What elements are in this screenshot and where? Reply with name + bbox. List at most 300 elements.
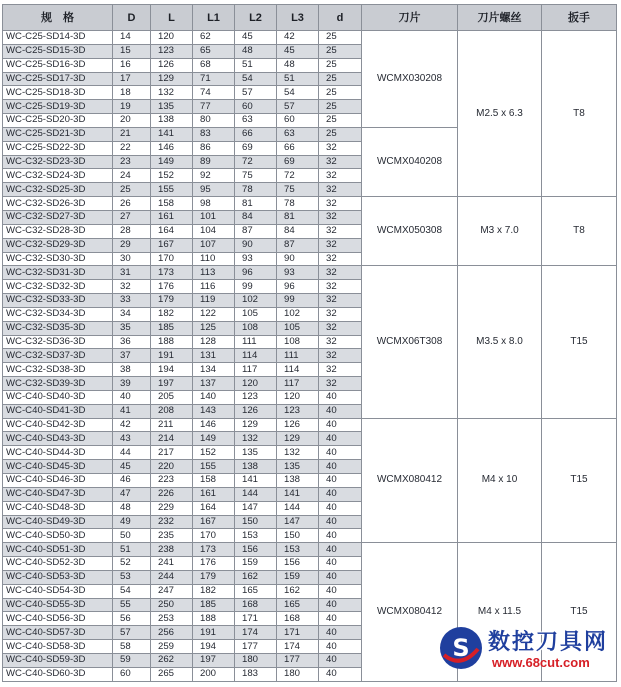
cell-d-diameter: 49 [113, 515, 151, 529]
cell-shank-d: 25 [319, 86, 362, 100]
cell-model: WC-C32-SD23-3D [3, 155, 113, 169]
cell-shank-d: 40 [319, 404, 362, 418]
cell-d-diameter: 42 [113, 418, 151, 432]
cell-shank-d: 32 [319, 155, 362, 169]
cell-l1: 77 [193, 100, 235, 114]
cell-l3: 126 [277, 418, 319, 432]
cell-d-diameter: 40 [113, 390, 151, 404]
cell-l2: 177 [235, 640, 277, 654]
cell-l: 226 [151, 487, 193, 501]
cell-shank-d: 32 [319, 210, 362, 224]
cell-l1: 80 [193, 114, 235, 128]
cell-l2: 90 [235, 238, 277, 252]
cell-l: 179 [151, 294, 193, 308]
cell-d-diameter: 15 [113, 44, 151, 58]
insert-model-cell: WCMX040208 [362, 127, 458, 196]
cell-l1: 95 [193, 183, 235, 197]
cell-l1: 113 [193, 266, 235, 280]
cell-l1: 101 [193, 210, 235, 224]
table-header [3, 5, 617, 31]
cell-l2: 138 [235, 460, 277, 474]
cell-d-diameter: 14 [113, 31, 151, 45]
cell-shank-d: 32 [319, 294, 362, 308]
cell-l: 135 [151, 100, 193, 114]
cell-l3: 168 [277, 612, 319, 626]
cell-l1: 194 [193, 640, 235, 654]
cell-l: 146 [151, 141, 193, 155]
table-row [3, 543, 617, 557]
cell-shank-d: 40 [319, 515, 362, 529]
cell-l2: 159 [235, 557, 277, 571]
cell-d-diameter: 25 [113, 183, 151, 197]
cell-model: WC-C25-SD17-3D [3, 72, 113, 86]
cell-model: WC-C25-SD18-3D [3, 86, 113, 100]
insert-model-cell: WCMX050308 [362, 197, 458, 266]
cell-model: WC-C32-SD31-3D [3, 266, 113, 280]
cell-l2: 171 [235, 612, 277, 626]
cell-model: WC-C25-SD22-3D [3, 141, 113, 155]
cell-shank-d: 40 [319, 487, 362, 501]
cell-d-diameter: 41 [113, 404, 151, 418]
cell-l: 259 [151, 640, 193, 654]
cell-l1: 152 [193, 446, 235, 460]
cell-model: WC-C40-SD60-3D [3, 667, 113, 681]
cell-model: WC-C32-SD35-3D [3, 321, 113, 335]
cell-l2: 144 [235, 487, 277, 501]
cell-d-diameter: 53 [113, 570, 151, 584]
watermark-logo [436, 623, 621, 685]
header-insert-screw: 刀片螺丝 [458, 5, 542, 31]
cell-l: 126 [151, 58, 193, 72]
cell-d-diameter: 24 [113, 169, 151, 183]
cell-l1: 92 [193, 169, 235, 183]
cell-l: 161 [151, 210, 193, 224]
cell-l: 211 [151, 418, 193, 432]
cell-shank-d: 32 [319, 197, 362, 211]
watermark-title: 数控刀具网 [488, 629, 609, 655]
cell-shank-d: 40 [319, 612, 362, 626]
cell-model: WC-C25-SD16-3D [3, 58, 113, 72]
cell-shank-d: 32 [319, 224, 362, 238]
cell-l: 256 [151, 626, 193, 640]
cell-d-diameter: 21 [113, 127, 151, 141]
cell-model: WC-C40-SD46-3D [3, 474, 113, 488]
wrench-cell: T8 [542, 197, 617, 266]
cell-shank-d: 32 [319, 335, 362, 349]
cell-d-diameter: 31 [113, 266, 151, 280]
cell-d-diameter: 38 [113, 363, 151, 377]
cell-l2: 156 [235, 543, 277, 557]
cell-l: 197 [151, 377, 193, 391]
cell-model: WC-C32-SD30-3D [3, 252, 113, 266]
cell-l1: 170 [193, 529, 235, 543]
cell-l3: 159 [277, 570, 319, 584]
cell-l2: 141 [235, 474, 277, 488]
cell-l3: 48 [277, 58, 319, 72]
watermark-url: www.68cut.com [492, 655, 590, 670]
cell-l1: 122 [193, 307, 235, 321]
cell-shank-d: 32 [319, 377, 362, 391]
cell-model: WC-C40-SD53-3D [3, 570, 113, 584]
cell-l3: 108 [277, 335, 319, 349]
cell-l1: 167 [193, 515, 235, 529]
cell-l3: 111 [277, 349, 319, 363]
cell-l: 214 [151, 432, 193, 446]
cell-l: 170 [151, 252, 193, 266]
cell-l3: 135 [277, 460, 319, 474]
cell-shank-d: 32 [319, 349, 362, 363]
cell-shank-d: 25 [319, 127, 362, 141]
cell-l3: 156 [277, 557, 319, 571]
cell-shank-d: 32 [319, 183, 362, 197]
cell-shank-d: 40 [319, 418, 362, 432]
cell-l2: 150 [235, 515, 277, 529]
cell-d-diameter: 60 [113, 667, 151, 681]
cell-shank-d: 32 [319, 169, 362, 183]
cell-model: WC-C40-SD50-3D [3, 529, 113, 543]
cell-model: WC-C32-SD29-3D [3, 238, 113, 252]
cell-l1: 137 [193, 377, 235, 391]
cell-shank-d: 25 [319, 44, 362, 58]
cell-l2: 126 [235, 404, 277, 418]
cell-l1: 182 [193, 584, 235, 598]
cell-l3: 78 [277, 197, 319, 211]
cell-l2: 168 [235, 598, 277, 612]
cell-l3: 129 [277, 432, 319, 446]
cell-l2: 153 [235, 529, 277, 543]
cell-d-diameter: 45 [113, 460, 151, 474]
cell-l3: 63 [277, 127, 319, 141]
cell-l2: 54 [235, 72, 277, 86]
cell-l2: 135 [235, 446, 277, 460]
header-insert: 刀片 [362, 5, 458, 31]
cell-l2: 123 [235, 390, 277, 404]
cell-d-diameter: 44 [113, 446, 151, 460]
cell-l: 265 [151, 667, 193, 681]
cell-l: 244 [151, 570, 193, 584]
cell-l1: 164 [193, 501, 235, 515]
cell-l1: 185 [193, 598, 235, 612]
header-shank-d: d [319, 5, 362, 31]
cell-l: 194 [151, 363, 193, 377]
cell-shank-d: 32 [319, 321, 362, 335]
insert-model-cell: WCMX080412 [362, 543, 458, 681]
cell-l: 229 [151, 501, 193, 515]
cell-shank-d: 25 [319, 100, 362, 114]
cell-l3: 138 [277, 474, 319, 488]
cell-l1: 128 [193, 335, 235, 349]
cell-shank-d: 40 [319, 584, 362, 598]
cell-model: WC-C40-SD45-3D [3, 460, 113, 474]
cell-model: WC-C40-SD42-3D [3, 418, 113, 432]
cell-d-diameter: 26 [113, 197, 151, 211]
cell-model: WC-C40-SD56-3D [3, 612, 113, 626]
cell-shank-d: 25 [319, 114, 362, 128]
cell-l: 220 [151, 460, 193, 474]
cell-l2: 147 [235, 501, 277, 515]
cell-l3: 45 [277, 44, 319, 58]
cell-l1: 107 [193, 238, 235, 252]
cell-l2: 87 [235, 224, 277, 238]
cell-d-diameter: 57 [113, 626, 151, 640]
header-l3: L3 [277, 5, 319, 31]
header-d-diameter: D [113, 5, 151, 31]
cell-l: 158 [151, 197, 193, 211]
cell-model: WC-C32-SD25-3D [3, 183, 113, 197]
cell-model: WC-C25-SD19-3D [3, 100, 113, 114]
cell-l: 129 [151, 72, 193, 86]
cell-d-diameter: 54 [113, 584, 151, 598]
cell-model: WC-C40-SD47-3D [3, 487, 113, 501]
cell-shank-d: 32 [319, 307, 362, 321]
cell-l1: 119 [193, 294, 235, 308]
cell-l2: 66 [235, 127, 277, 141]
cell-model: WC-C25-SD20-3D [3, 114, 113, 128]
cell-l: 176 [151, 280, 193, 294]
cell-l: 173 [151, 266, 193, 280]
cell-l1: 173 [193, 543, 235, 557]
cell-shank-d: 40 [319, 640, 362, 654]
cell-shank-d: 25 [319, 31, 362, 45]
cell-l2: 48 [235, 44, 277, 58]
cell-shank-d: 32 [319, 252, 362, 266]
cell-shank-d: 40 [319, 653, 362, 667]
wrench-cell: T8 [542, 31, 617, 197]
insert-model-cell: WCMX06T308 [362, 266, 458, 418]
cell-shank-d: 40 [319, 432, 362, 446]
cell-d-diameter: 43 [113, 432, 151, 446]
logo-mark-letter: S [452, 634, 470, 662]
cell-l1: 143 [193, 404, 235, 418]
cell-d-diameter: 17 [113, 72, 151, 86]
cell-l1: 98 [193, 197, 235, 211]
cell-l3: 165 [277, 598, 319, 612]
insert-model-cell: WCMX080412 [362, 418, 458, 543]
cell-model: WC-C32-SD32-3D [3, 280, 113, 294]
cell-model: WC-C40-SD41-3D [3, 404, 113, 418]
cell-l2: 114 [235, 349, 277, 363]
header-wrench: 扳手 [542, 5, 617, 31]
cell-model: WC-C40-SD52-3D [3, 557, 113, 571]
cell-l3: 93 [277, 266, 319, 280]
cell-l1: 161 [193, 487, 235, 501]
cell-l1: 197 [193, 653, 235, 667]
cell-l2: 117 [235, 363, 277, 377]
cell-model: WC-C40-SD54-3D [3, 584, 113, 598]
cell-d-diameter: 29 [113, 238, 151, 252]
cell-l: 155 [151, 183, 193, 197]
cell-l3: 87 [277, 238, 319, 252]
cell-model: WC-C25-SD14-3D [3, 31, 113, 45]
cell-shank-d: 40 [319, 626, 362, 640]
cell-d-diameter: 56 [113, 612, 151, 626]
cell-d-diameter: 18 [113, 86, 151, 100]
cell-d-diameter: 39 [113, 377, 151, 391]
cell-d-diameter: 28 [113, 224, 151, 238]
cell-model: WC-C40-SD55-3D [3, 598, 113, 612]
cell-l: 205 [151, 390, 193, 404]
cell-model: WC-C32-SD36-3D [3, 335, 113, 349]
cell-l3: 75 [277, 183, 319, 197]
cell-l3: 51 [277, 72, 319, 86]
cell-l3: 120 [277, 390, 319, 404]
cell-l3: 117 [277, 377, 319, 391]
cell-l1: 146 [193, 418, 235, 432]
cell-shank-d: 32 [319, 280, 362, 294]
header-model: 规 格 [3, 5, 113, 31]
table-row [3, 418, 617, 432]
cell-shank-d: 32 [319, 363, 362, 377]
cell-l3: 144 [277, 501, 319, 515]
insert-screw-cell: M3 x 7.0 [458, 197, 542, 266]
cell-l2: 132 [235, 432, 277, 446]
cell-l: 223 [151, 474, 193, 488]
table-row [3, 197, 617, 211]
cell-model: WC-C25-SD15-3D [3, 44, 113, 58]
insert-screw-cell: M4 x 10 [458, 418, 542, 543]
cell-l: 152 [151, 169, 193, 183]
cell-l2: 78 [235, 183, 277, 197]
cell-l: 247 [151, 584, 193, 598]
cell-shank-d: 40 [319, 501, 362, 515]
cell-l1: 134 [193, 363, 235, 377]
cell-shank-d: 40 [319, 598, 362, 612]
cell-l2: 81 [235, 197, 277, 211]
cell-d-diameter: 36 [113, 335, 151, 349]
cell-l1: 200 [193, 667, 235, 681]
cell-d-diameter: 58 [113, 640, 151, 654]
cell-shank-d: 40 [319, 446, 362, 460]
cell-shank-d: 40 [319, 460, 362, 474]
cell-l3: 57 [277, 100, 319, 114]
cell-shank-d: 40 [319, 474, 362, 488]
cell-l: 182 [151, 307, 193, 321]
cell-model: WC-C40-SD43-3D [3, 432, 113, 446]
cell-model: WC-C32-SD39-3D [3, 377, 113, 391]
cell-l2: 99 [235, 280, 277, 294]
cell-l: 232 [151, 515, 193, 529]
cell-model: WC-C32-SD28-3D [3, 224, 113, 238]
cell-l3: 102 [277, 307, 319, 321]
cell-d-diameter: 32 [113, 280, 151, 294]
cell-shank-d: 40 [319, 529, 362, 543]
cell-l: 141 [151, 127, 193, 141]
cell-l: 120 [151, 31, 193, 45]
cell-l2: 63 [235, 114, 277, 128]
cell-l1: 149 [193, 432, 235, 446]
cell-l1: 158 [193, 474, 235, 488]
cell-d-diameter: 27 [113, 210, 151, 224]
cell-d-diameter: 55 [113, 598, 151, 612]
cell-l2: 183 [235, 667, 277, 681]
table-body [3, 31, 617, 682]
cell-d-diameter: 37 [113, 349, 151, 363]
cell-l2: 111 [235, 335, 277, 349]
cell-l3: 114 [277, 363, 319, 377]
cell-l3: 174 [277, 640, 319, 654]
cell-d-diameter: 48 [113, 501, 151, 515]
cell-d-diameter: 33 [113, 294, 151, 308]
cell-l1: 62 [193, 31, 235, 45]
cell-model: WC-C32-SD34-3D [3, 307, 113, 321]
cell-l2: 93 [235, 252, 277, 266]
cell-l: 262 [151, 653, 193, 667]
cell-l1: 104 [193, 224, 235, 238]
cell-l1: 116 [193, 280, 235, 294]
cell-l3: 42 [277, 31, 319, 45]
cell-d-diameter: 20 [113, 114, 151, 128]
cell-l1: 140 [193, 390, 235, 404]
cell-l2: 69 [235, 141, 277, 155]
cell-l1: 89 [193, 155, 235, 169]
cell-model: WC-C32-SD26-3D [3, 197, 113, 211]
cell-l3: 54 [277, 86, 319, 100]
cell-l1: 131 [193, 349, 235, 363]
cell-model: WC-C40-SD51-3D [3, 543, 113, 557]
cell-l1: 65 [193, 44, 235, 58]
cell-shank-d: 25 [319, 72, 362, 86]
cell-d-diameter: 34 [113, 307, 151, 321]
cell-l: 241 [151, 557, 193, 571]
cell-model: WC-C40-SD58-3D [3, 640, 113, 654]
table-row [3, 266, 617, 280]
cell-l3: 96 [277, 280, 319, 294]
cell-l: 253 [151, 612, 193, 626]
table-row [3, 31, 617, 45]
cell-shank-d: 40 [319, 570, 362, 584]
cell-model: WC-C32-SD37-3D [3, 349, 113, 363]
cell-model: WC-C25-SD21-3D [3, 127, 113, 141]
cell-model: WC-C40-SD49-3D [3, 515, 113, 529]
logo-swirl-icon [438, 625, 484, 671]
cell-model: WC-C32-SD38-3D [3, 363, 113, 377]
cell-model: WC-C40-SD40-3D [3, 390, 113, 404]
header-l: L [151, 5, 193, 31]
cell-l: 250 [151, 598, 193, 612]
cell-l3: 150 [277, 529, 319, 543]
tool-spec-table [2, 4, 617, 682]
cell-l2: 102 [235, 294, 277, 308]
cell-d-diameter: 51 [113, 543, 151, 557]
cell-l1: 125 [193, 321, 235, 335]
cell-l2: 60 [235, 100, 277, 114]
cell-l: 208 [151, 404, 193, 418]
cell-model: WC-C40-SD59-3D [3, 653, 113, 667]
cell-model: WC-C32-SD33-3D [3, 294, 113, 308]
cell-l1: 110 [193, 252, 235, 266]
cell-l1: 179 [193, 570, 235, 584]
cell-d-diameter: 19 [113, 100, 151, 114]
cell-d-diameter: 22 [113, 141, 151, 155]
cell-l1: 155 [193, 460, 235, 474]
cell-l3: 123 [277, 404, 319, 418]
cell-model: WC-C40-SD48-3D [3, 501, 113, 515]
cell-l2: 165 [235, 584, 277, 598]
wrench-cell: T15 [542, 266, 617, 418]
cell-l2: 51 [235, 58, 277, 72]
cell-l2: 108 [235, 321, 277, 335]
cell-shank-d: 40 [319, 543, 362, 557]
cell-l: 164 [151, 224, 193, 238]
cell-shank-d: 32 [319, 141, 362, 155]
cell-l3: 177 [277, 653, 319, 667]
cell-shank-d: 40 [319, 390, 362, 404]
cell-l2: 174 [235, 626, 277, 640]
insert-screw-cell: M4 x 11.5 [458, 543, 542, 681]
cell-l2: 75 [235, 169, 277, 183]
wrench-cell: T15 [542, 543, 617, 681]
cell-l: 167 [151, 238, 193, 252]
